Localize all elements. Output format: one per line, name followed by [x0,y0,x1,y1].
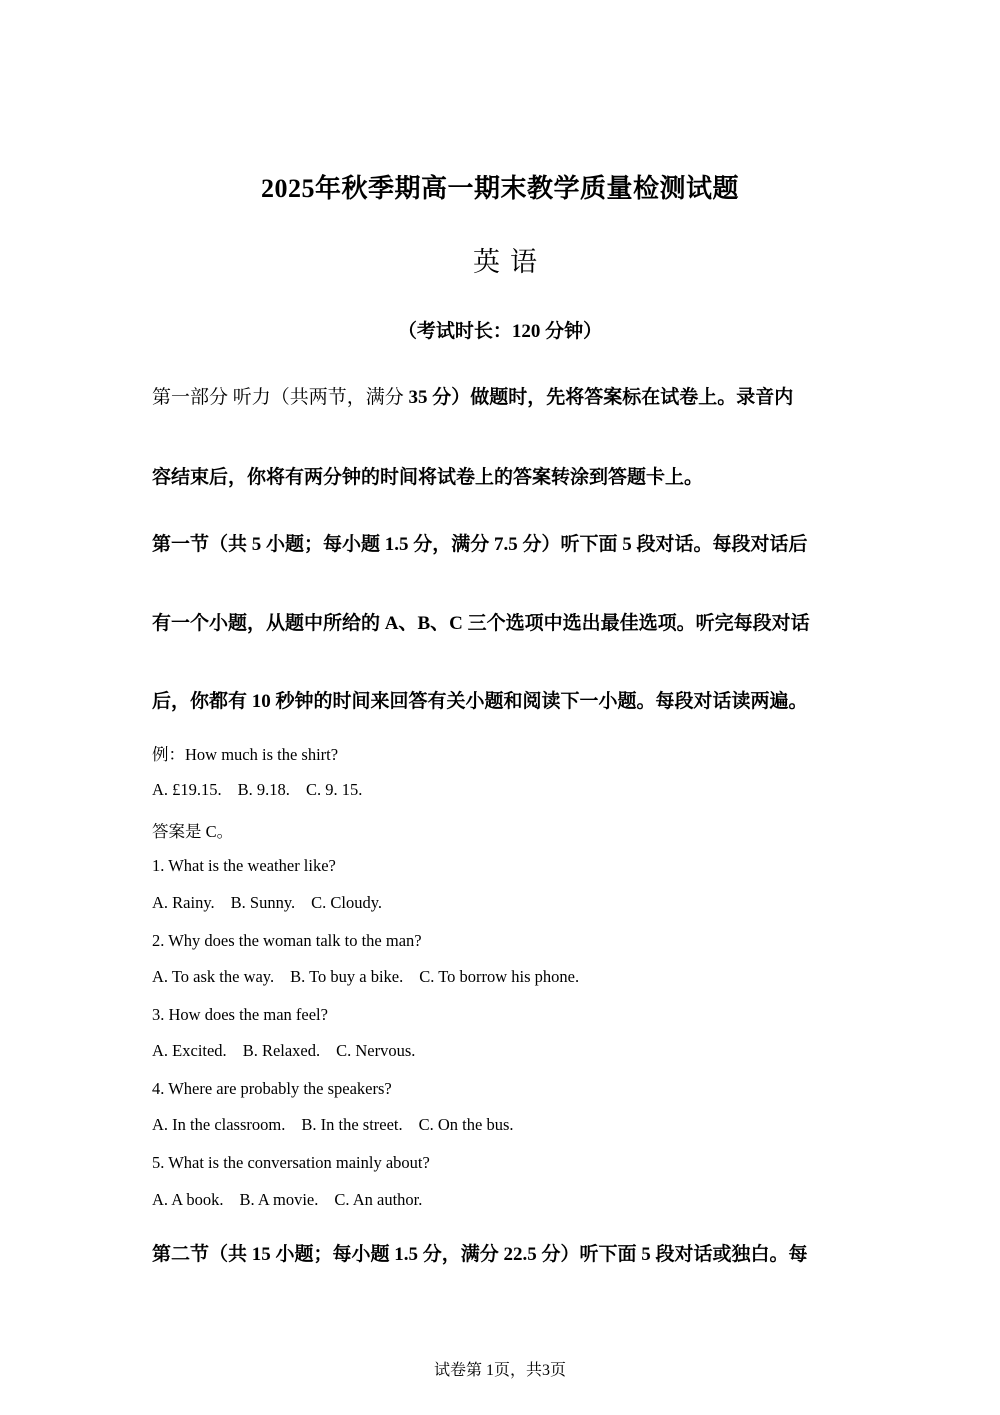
option-a: A. In the classroom. [152,1115,286,1134]
option-b: B. Relaxed. [242,1041,321,1060]
section1-instructions-line1: 第一节（共 5 小题；每小题 1.5 分，满分 7.5 分）听下面 5 段对话。每段对话后 [152,534,808,555]
page-footer: 试卷第 1页，共3页 [433,1362,566,1379]
question-5: 5. What is the conversation mainly about? [152,1153,430,1172]
section1-instructions-line2: 有一个小题，从题中所给的 A、B、C 三个选项中选出最佳选项。听完每段对话 [152,613,810,634]
exam-title: 2025年秋季期高一期末教学质量检测试题 [260,174,739,203]
question-4: 4. Where are probably the speakers? [152,1079,392,1098]
example-option-c: C. 9. 15. [305,780,363,799]
section2-instructions-line1: 第二节（共 15 小题；每小题 1.5 分，满分 22.5 分）听下面 5 段对话或独白。每 [152,1244,808,1265]
example-answer: 答案是 C。 [152,822,234,841]
question-5-options [152,1190,422,1210]
example-option-b: B. 9.18. [237,780,290,799]
part1-heading-bold: 35 分）做题时，先将答案标在试卷上。录音内 [408,387,794,408]
question-3: 3. How does the man feel? [152,1005,328,1024]
example-option-a: A. £19.15. [152,780,222,799]
part1-heading [152,382,793,409]
option-b: B. In the street. [301,1115,403,1134]
option-c: C. On the bus. [418,1115,514,1134]
option-c: C. Cloudy. [311,893,383,912]
option-a: A. To ask the way. [152,967,275,986]
option-a: A. A book. [152,1190,224,1209]
part1-instructions-line2: 容结束后，你将有两分钟的时间将试卷上的答案转涂到答题卡上。 [152,467,704,488]
part1-heading-prefix: 第一部分 听力（共两节，满分 [152,387,409,408]
example-question: 例：How much is the shirt? [152,745,339,764]
option-b: B. A movie. [239,1190,319,1209]
option-a: A. Excited. [152,1041,227,1060]
question-1: 1. What is the weather like? [152,856,336,875]
option-c: C. An author. [334,1190,423,1209]
question-2: 2. Why does the woman talk to the man? [152,931,422,950]
option-c: C. Nervous. [336,1041,416,1060]
subject-title: 英语 [473,247,547,278]
option-c: C. To borrow his phone. [419,967,580,986]
example-options [152,780,362,800]
section1-instructions-line3: 后，你都有 10 秒钟的时间来回答有关小题和阅读下一小题。每段对话读两遍。 [152,691,808,712]
question-4-options [152,1115,514,1135]
question-3-options [152,1041,415,1061]
question-2-options [152,967,579,987]
option-b: B. To buy a bike. [290,967,404,986]
option-b: B. Sunny. [230,893,296,912]
question-1-options [152,893,382,913]
option-a: A. Rainy. [152,893,215,912]
exam-duration: （考试时长：120 分钟） [397,321,603,342]
